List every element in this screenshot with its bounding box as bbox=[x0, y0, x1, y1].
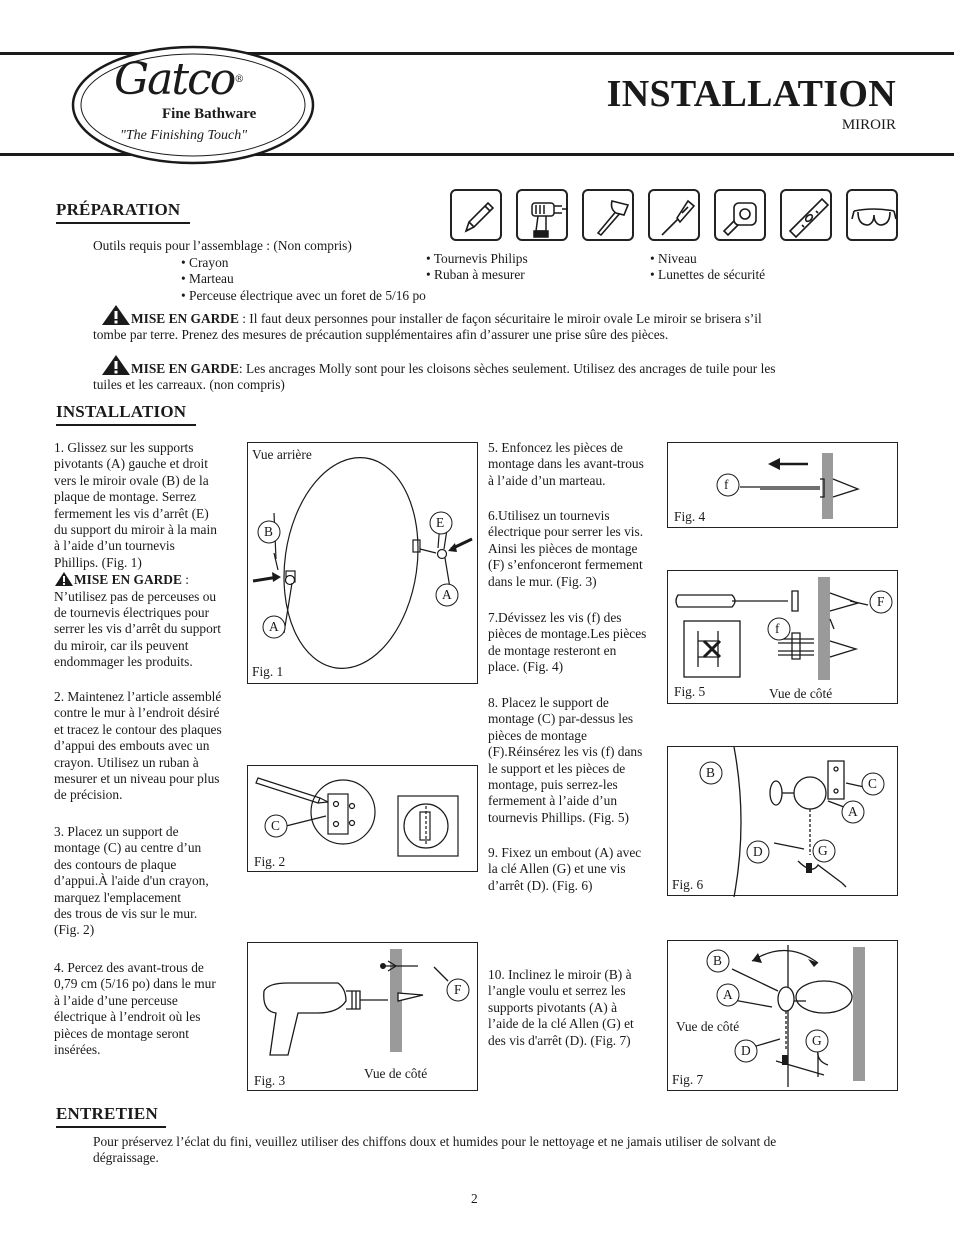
fig6-label-a: A bbox=[848, 804, 858, 819]
fig5-label-big-f: F bbox=[877, 594, 885, 609]
page-number: 2 bbox=[471, 1191, 478, 1206]
installation-heading: INSTALLATION bbox=[56, 402, 187, 421]
fig1-label-a-right: A bbox=[442, 587, 452, 602]
warning-text-line: tuiles et les carreaux. (non compris) bbox=[93, 377, 285, 393]
fig5-caption: Fig. 5 bbox=[674, 684, 706, 699]
brand-logo bbox=[70, 44, 316, 166]
fig2-caption: Fig. 2 bbox=[254, 854, 286, 869]
step-3: 3. Placez un support de montage (C) au centre d’un des contours de plaque d’appui.À l'aide d'un crayon, marquez l'emplacement des trous de vis sur le mur. (Fig. 2) bbox=[54, 824, 209, 938]
page-subtitle: MIROIR bbox=[841, 117, 896, 133]
warning-label: MISE EN GARDE bbox=[74, 572, 182, 588]
tool-item: • Niveau bbox=[650, 251, 697, 266]
warning-label: MISE EN GARDE bbox=[131, 311, 239, 326]
preparation-heading-underline bbox=[56, 222, 190, 224]
fig5-label-small-f: f bbox=[775, 621, 780, 636]
mirror-back-view-illustration bbox=[248, 443, 479, 685]
pencil-icon bbox=[450, 189, 502, 241]
tool-item: • Ruban à mesurer bbox=[426, 267, 525, 283]
tools-intro: Outils requis pour l’assemblage : (Non compris) bbox=[93, 238, 352, 253]
step-9: 9. Fixez un embout (A) avec la clé Allen (G) et une vis d’arrêt (D). (Fig. 6) bbox=[488, 845, 642, 893]
maintenance-text: Pour préservez l’éclat du fini, veuillez utiliser des chiffons doux et humides pour le nettoyage et ne jamais utiliser de solvant de dégraissage. bbox=[93, 1134, 777, 1166]
warning-icon bbox=[101, 354, 131, 376]
logo-script: Gatco® bbox=[114, 54, 245, 105]
fig3-view: Vue de côté bbox=[364, 1066, 428, 1081]
maintenance-heading: ENTRETIEN bbox=[56, 1104, 158, 1123]
page-title: INSTALLATION bbox=[606, 73, 896, 115]
tools-list-col1 bbox=[181, 255, 426, 304]
fig7-label-a: A bbox=[723, 987, 733, 1002]
tape-measure-icon bbox=[714, 189, 766, 241]
warning-icon bbox=[54, 571, 74, 587]
figure-2 bbox=[247, 765, 478, 872]
fig1-title: Vue arrière bbox=[252, 447, 312, 462]
figure-3 bbox=[247, 942, 478, 1091]
fig1-label-e: E bbox=[436, 515, 445, 530]
step-7: 7.Dévissez les vis (f) des pièces de montage.Les pièces de montage resteront en place. (Fig. 4) bbox=[488, 610, 647, 675]
step-5: 5. Enfoncez les pièces de montage dans les avant-trous à l’aide d’un marteau. bbox=[488, 440, 644, 488]
warning-molly-anchors: MISE EN GARDE: Les ancrages Molly sont pour les cloisons sèches seulement. Utilisez des ancrages de tuile pour les tuiles et les carreaux. (non compris) bbox=[93, 354, 913, 394]
fig6-label-g: G bbox=[818, 843, 828, 858]
warning-two-persons: MISE EN GARDE : Il faut deux personnes pour installer de façon sécuritaire le miroir ovale Le miroir se brisera s’il tombe par terre. Prenez des mesures de précaution supplémentaires afin d’assurer une prise sûre des pièces. bbox=[93, 304, 913, 344]
figure-5 bbox=[667, 570, 898, 704]
fig1-label-b: B bbox=[264, 524, 273, 539]
figure-1 bbox=[247, 442, 478, 684]
tool-item: • Marteau bbox=[181, 271, 234, 287]
tool-item: • Tournevis Philips bbox=[426, 251, 528, 266]
drill-icon bbox=[516, 189, 568, 241]
fig4-label-f: f bbox=[724, 477, 729, 492]
figure-4 bbox=[667, 442, 898, 528]
logo-fine-bathware: Fine Bathware bbox=[162, 106, 257, 122]
warning-icon bbox=[101, 304, 131, 326]
fig3-caption: Fig. 3 bbox=[254, 1073, 286, 1088]
fig5-view: Vue de côté bbox=[769, 686, 833, 701]
figure-6 bbox=[667, 746, 898, 896]
fig7-caption: Fig. 7 bbox=[672, 1072, 704, 1087]
step-10: 10. Inclinez le miroir (B) à l’angle voulu et serrez les supports pivotants (A) à l’aide de la clé Allen (G) et des vis d'arrêt (D). (Fig. 7) bbox=[488, 967, 634, 1048]
mirror-tilt-side-view-illustration bbox=[668, 941, 899, 1092]
fig6-label-c: C bbox=[868, 776, 877, 791]
fig1-label-a-left: A bbox=[269, 619, 279, 634]
fig7-label-g: G bbox=[812, 1033, 822, 1048]
step-2: 2. Maintenez l’article assemblé contre le mur à l’endroit désiré et tracez le contour des plaques d’appui des embouts avec un crayon. Utilisez un ruban à mesurer et un niveau pour plus de précision. bbox=[54, 689, 222, 803]
warning-label: MISE EN GARDE bbox=[131, 361, 239, 376]
maintenance-heading-underline bbox=[56, 1126, 166, 1128]
fig6-caption: Fig. 6 bbox=[672, 877, 704, 892]
fig1-caption: Fig. 1 bbox=[252, 664, 284, 679]
tools-list-col3 bbox=[650, 251, 765, 284]
step-6: 6.Utilisez un tournevis électrique pour serrer les vis. Ainsi les pièces de montage (F) s’enfonceront fermement dans le mur. (Fig. 3) bbox=[488, 508, 644, 589]
step-8: 8. Placez le support de montage (C) par-dessus les pièces de montage (F).Réinsérez les vis (f) dans le support et les pièces de montage, puis serrez-les fermement à l’aide d’un tournevis Phillips. (Fig. 5) bbox=[488, 695, 643, 825]
fig7-label-b: B bbox=[713, 953, 722, 968]
tool-item: • Lunettes de sécurité bbox=[650, 267, 766, 283]
warning-text-line: tombe par terre. Prenez des mesures de précaution supplémentaires afin d’assurer une prise sûre des pièces. bbox=[93, 327, 669, 343]
installation-heading-underline bbox=[56, 424, 196, 426]
level-icon bbox=[780, 189, 832, 241]
safety-glasses-icon bbox=[846, 189, 898, 241]
fig2-label-c: C bbox=[271, 818, 280, 833]
figure-7 bbox=[667, 940, 898, 1091]
fig3-label-f: F bbox=[454, 982, 462, 997]
fig7-label-d: D bbox=[741, 1043, 751, 1058]
step-1: 1. Glissez sur les supports pivotants (A) gauche et droit vers le miroir ovale (B) de la plaque de montage. Serrez fermement les vis d’arrêt (E) du support du miroir à la main à l’aide d’un tournevis Phillips. (Fig. 1) MISE EN GARDE : N’utilisez pas de perceuses ou de tournevis électriques pour serrer les vis d’arrêt du support du miroir, car ils peuvent endommager les produits. bbox=[54, 440, 221, 670]
fig4-caption: Fig. 4 bbox=[674, 509, 706, 524]
fig7-view: Vue de côté bbox=[676, 1019, 740, 1034]
fig6-label-b: B bbox=[706, 765, 715, 780]
tools-list-col2 bbox=[426, 251, 528, 284]
fig6-label-d: D bbox=[753, 844, 763, 859]
tool-item: • Perceuse électrique avec un foret de 5/16 po bbox=[181, 287, 426, 303]
tool-item: • Crayon bbox=[181, 255, 229, 270]
step-4: 4. Percez des avant-trous de 0,79 cm (5/16 po) dans le mur à l’aide d’une perceuse électrique à l’endroit où les pièces de montage seront insérées. bbox=[54, 960, 216, 1058]
bracket-attach-illustration bbox=[668, 747, 899, 897]
screwdriver-icon bbox=[648, 189, 700, 241]
preparation-heading: PRÉPARATION bbox=[56, 200, 181, 219]
hammer-icon bbox=[582, 189, 634, 241]
logo-tagline: "The Finishing Touch" bbox=[120, 128, 248, 143]
